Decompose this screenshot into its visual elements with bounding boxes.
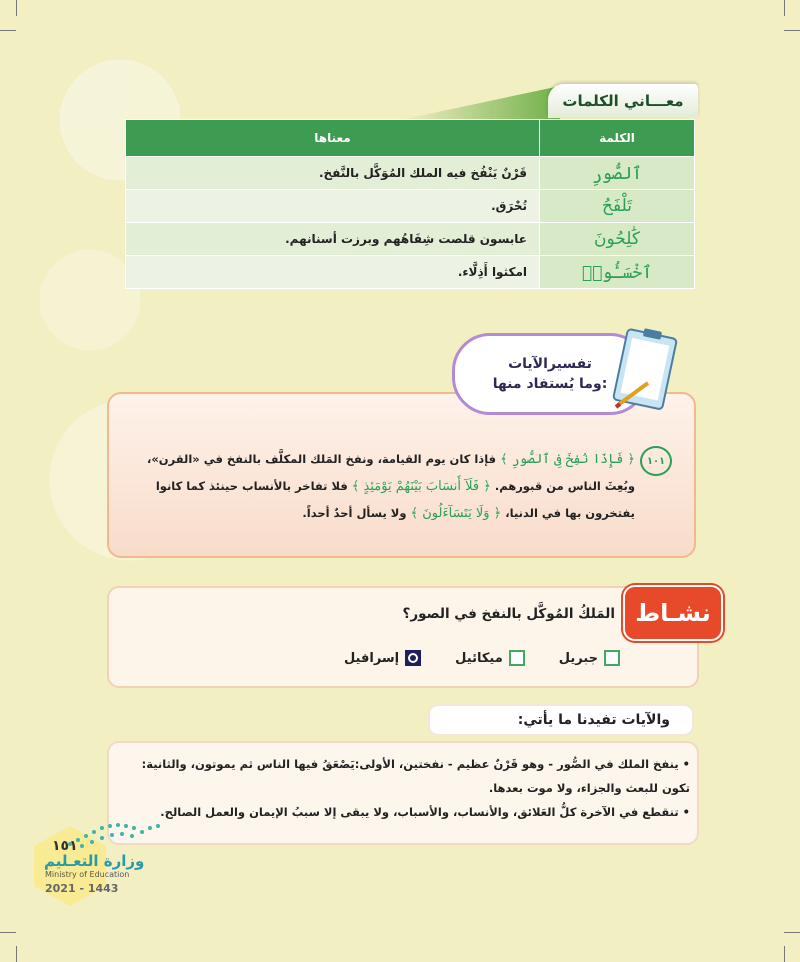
clipboard-icon <box>608 325 680 415</box>
lessons-list <box>112 752 690 824</box>
meaning-column-header: معناها <box>126 120 540 157</box>
vocab-word: ٱخْسَـُٔوا۟ <box>540 256 695 289</box>
vocab-word: كَٰلِحُونَ <box>540 223 695 256</box>
list-item: • تنقطع في الآخرة كلُّ العَلائق، والأنساب، والأسباب، ولا يبقى إلا سببُ الإيمان والعمل الصالح. <box>112 800 690 824</box>
table-row <box>126 190 695 223</box>
vocab-table-header <box>126 120 695 157</box>
quran-verse: ﴿ فَإِذَا نُفِخَ فِى ٱلصُّورِ ﴾ <box>500 452 635 467</box>
ministry-name-arabic: وزارة التعـليم <box>44 852 145 870</box>
option-checkbox[interactable] <box>509 650 525 666</box>
crop-mark <box>784 932 800 933</box>
table-row <box>126 157 695 190</box>
option-israfil[interactable] <box>344 650 421 666</box>
table-row <box>126 256 695 289</box>
option-checkbox[interactable] <box>604 650 620 666</box>
check-mark-icon <box>408 653 418 663</box>
tafsir-explanation: فلا تفاخر بالأنساب حينئذ كما كانوا يفتخرون بها في الدنيا، <box>155 479 635 520</box>
crop-mark <box>784 30 800 31</box>
activity-options <box>200 645 620 671</box>
crop-mark <box>784 946 785 962</box>
activity-question: المَلكُ المُوكَّل بالنفخ في الصور؟ <box>402 606 615 622</box>
option-jibril[interactable] <box>559 650 620 666</box>
vocab-section-title: معـــاني الكلمات <box>548 84 698 118</box>
vocab-meaning: تُحْرَق. <box>126 190 540 223</box>
vocab-meaning: امكثوا أَذِلَّاء. <box>126 256 540 289</box>
tafsir-title-line2: وما يُستفاد منها: <box>492 376 608 392</box>
crop-mark <box>0 932 16 933</box>
tafsir-explanation: فإذا كان يوم القيامة، ونفخ المَلك المكلَّف بالنفخ في «القرن»، وبُعِثَ الناس من قبورهم. <box>146 452 635 493</box>
quran-verse: ﴿ وَلَا يَتَسَآءَلُونَ ﴾ <box>410 506 502 521</box>
list-item: • ينفخ الملك في الصُّور - وهو قَرْنٌ عظيم - نفختين، الأولى:يَصْعَقُ فيها الناس ثم يموتون، والثانية: تكون للبعث والجزاء، ولا موت بعدها. <box>112 752 690 800</box>
table-row <box>126 223 695 256</box>
tafsir-explanation: ولا يسأل أحدٌ أحداً. <box>302 506 407 520</box>
crop-mark <box>16 946 17 962</box>
vocab-word: ٱلصُّورِ <box>540 157 695 190</box>
tafsir-text <box>125 446 635 527</box>
vocab-word: تَلْفَحُ <box>540 190 695 223</box>
option-mikail[interactable] <box>455 650 525 666</box>
crop-mark <box>784 0 785 16</box>
tafsir-title-line1: تفسيرالآيات <box>508 356 592 372</box>
vocab-meaning: قَرْنٌ يَنْفُخ فيه الملك المُوَكَّل بالنَّفخ. <box>126 157 540 190</box>
activity-badge: نشـاط <box>623 585 723 641</box>
ministry-logo-dots <box>62 816 168 852</box>
vocab-meaning: عابسون قلصت شِفَاهُهم وبرزت أسنانهم. <box>126 223 540 256</box>
activity-panel <box>107 586 699 688</box>
ministry-name-english: Ministry of Education <box>45 870 130 879</box>
edition-year: 2021 - 1443 <box>45 882 119 895</box>
option-label: جبريل <box>558 650 598 666</box>
crop-mark <box>0 30 16 31</box>
crop-mark <box>16 0 17 16</box>
option-checkbox-checked[interactable] <box>405 650 421 666</box>
word-column-header: الكلمة <box>540 120 695 157</box>
option-label: إسرافيل <box>343 650 400 666</box>
quran-verse: ﴿ فَلَآ أَنسَابَ بَيْنَهُمْ يَوْمَئِذٍ ﴾ <box>351 479 491 494</box>
page-number: ١٥١ <box>52 838 78 854</box>
vocab-table <box>125 119 695 289</box>
verse-number-badge: ١٠١ <box>640 446 672 476</box>
lessons-title: والآيات تفيدنا ما يأتي: <box>430 706 692 734</box>
option-label: ميكائيل <box>455 650 503 666</box>
